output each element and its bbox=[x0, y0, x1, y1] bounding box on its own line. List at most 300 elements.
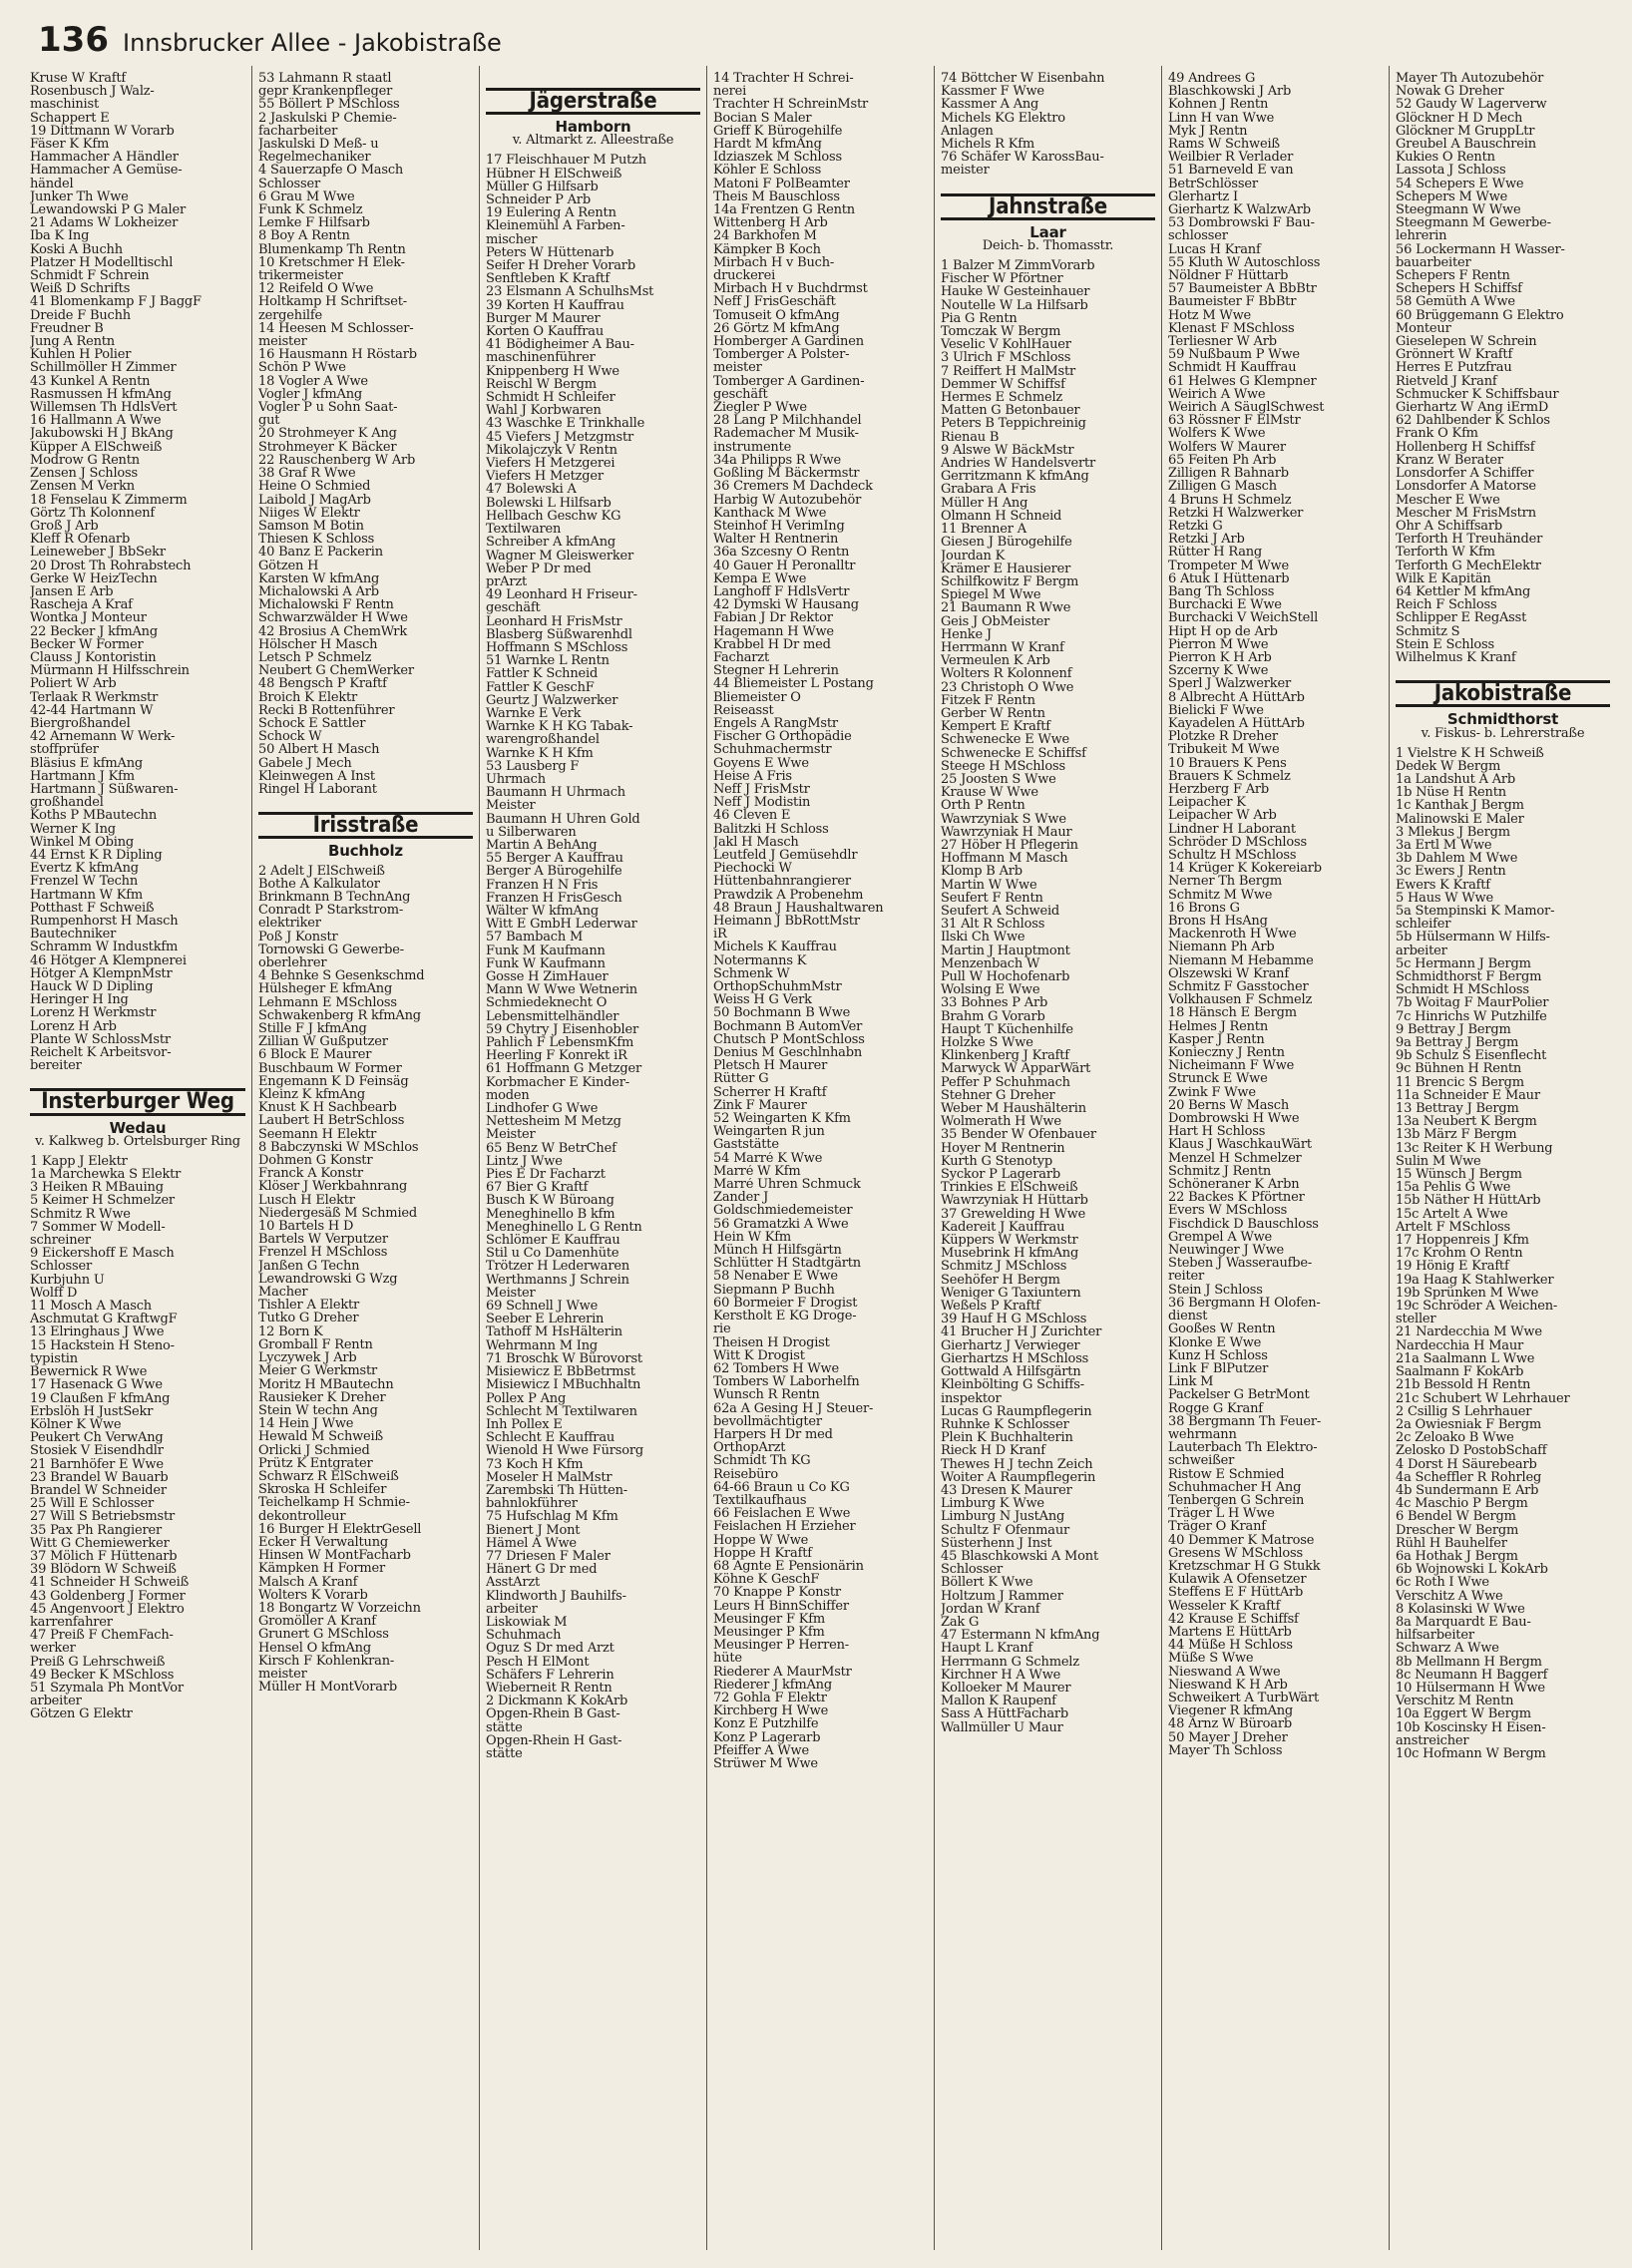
directory-entry: schweißer bbox=[1168, 1454, 1235, 1468]
directory-entry: 44 Bliemeister L Postang bbox=[713, 677, 874, 691]
directory-entry: Rogge G Kranf bbox=[1168, 1401, 1263, 1415]
directory-entry: Heerling F Konrekt iR bbox=[486, 1049, 627, 1063]
directory-entry: Schlosser bbox=[941, 1563, 1003, 1577]
directory-entry: Menzel H Schmelzer bbox=[1168, 1151, 1302, 1165]
directory-entry: Klöser J Werkbahnrang bbox=[258, 1180, 408, 1194]
directory-entry: Schappert E bbox=[30, 111, 110, 125]
directory-entry: 54 Schepers E Wwe bbox=[1396, 177, 1524, 190]
directory-entry: Burchacki V WeichStell bbox=[1168, 611, 1319, 625]
directory-entry: Hölscher H Masch bbox=[258, 637, 378, 651]
directory-entry: Ölmann H Schneid bbox=[941, 509, 1062, 524]
directory-entry: Seehöfer H Bergm bbox=[941, 1273, 1060, 1287]
directory-entry: Modrow G Rentn bbox=[30, 453, 140, 468]
directory-entry: 61 Hoffmann G Metzger bbox=[486, 1062, 642, 1076]
directory-entry: Dombrowski H Wwe bbox=[1168, 1112, 1300, 1126]
directory-entry: 57 Bambach M bbox=[486, 931, 584, 945]
directory-entry: 17c Krohm O Rentn bbox=[1396, 1247, 1523, 1261]
directory-entry: Hauke W Gesteinhauer bbox=[941, 285, 1090, 299]
directory-entry: 11a Schneider E Maur bbox=[1396, 1088, 1540, 1103]
directory-entry: Hermes E Schmelz bbox=[941, 391, 1063, 405]
directory-entry: 7 Sommer W Modell- bbox=[30, 1220, 166, 1235]
directory-entry: 14a Frentzen G Rentn bbox=[713, 203, 855, 217]
directory-entry: dekontrolleur bbox=[258, 1509, 346, 1523]
directory-entry: 50 Bochmann B Wwe bbox=[713, 1006, 851, 1020]
directory-entry: 10 Bartels H D bbox=[258, 1220, 354, 1234]
directory-entry: 6c Roth I Wwe bbox=[1396, 1576, 1489, 1590]
directory-entry: Malsch A Kranf bbox=[258, 1575, 358, 1589]
directory-entry: trikermeister bbox=[258, 269, 343, 283]
directory-entry: Lebensmittelhändler bbox=[486, 1009, 619, 1023]
directory-entry: Freudner B bbox=[30, 321, 104, 336]
directory-entry: 5c Hermann J Bergm bbox=[1396, 956, 1531, 970]
directory-entry: Hartmann W Kfm bbox=[30, 888, 144, 902]
district-name: Schmidthorst bbox=[1446, 710, 1559, 729]
directory-entry: Schmitz J MSchloss bbox=[941, 1260, 1067, 1274]
directory-entry: Verschitz A Wwe bbox=[1396, 1589, 1503, 1603]
directory-entry: 35 Bender W Ofenbauer bbox=[941, 1128, 1096, 1142]
directory-entry: 38 Bergmann Th Feuer- bbox=[1168, 1414, 1322, 1428]
directory-entry: Opgen-Rhein B Gast- bbox=[486, 1707, 620, 1721]
directory-entry: 49 Andrees G bbox=[1168, 72, 1256, 86]
directory-entry: arbeiter bbox=[30, 1695, 82, 1708]
directory-entry: Rühl H Bauhelfer bbox=[1396, 1536, 1507, 1550]
directory-entry: Kleinbölting G Schiffs- bbox=[941, 1378, 1084, 1392]
directory-entry: Schwenecke E Wwe bbox=[941, 733, 1070, 747]
directory-entry: Schlütter H Stadtgärtn bbox=[713, 1257, 861, 1271]
directory-entry: Hübner H ElSchweiß bbox=[486, 167, 622, 181]
directory-entry: Menzenbach W bbox=[941, 956, 1040, 970]
directory-entry: Mackenroth H Wwe bbox=[1168, 928, 1297, 942]
directory-entry: 43 Goldenberg J Former bbox=[30, 1589, 186, 1603]
directory-entry: 19b Sprünken M Wwe bbox=[1396, 1286, 1539, 1301]
directory-entry: Hoffmann S MSchloss bbox=[486, 640, 628, 655]
directory-entry: Teichelkamp H Schmie- bbox=[258, 1496, 410, 1510]
directory-entry: 3b Dahlem M Wwe bbox=[1396, 852, 1518, 866]
directory-entry: Reichelt K Arbeitsvor- bbox=[30, 1046, 172, 1060]
directory-entry: Ilski Ch Wwe bbox=[941, 931, 1025, 945]
directory-entry: Olszewski W Kranf bbox=[1168, 966, 1289, 981]
directory-entry: Demmer W Schiffsf bbox=[941, 377, 1065, 392]
directory-entry: Fischer G Orthopädie bbox=[713, 730, 852, 744]
directory-entry: 51 Szymala Ph MontVor bbox=[30, 1681, 184, 1696]
directory-entry: Ewers K Kraftf bbox=[1396, 878, 1490, 892]
directory-entry: Stille F J kfmAng bbox=[258, 1022, 367, 1036]
directory-entry: Textilwaren bbox=[486, 523, 562, 537]
directory-entry: 20 Berns W Masch bbox=[1168, 1098, 1289, 1113]
directory-entry: Blasberg Süßwarenhdl bbox=[486, 627, 632, 641]
directory-entry: Niemann M Hebamme bbox=[1168, 953, 1314, 967]
directory-entry: Uhrmach bbox=[486, 772, 546, 787]
directory-entry: Gierhartz W Ang iErmD bbox=[1396, 401, 1549, 415]
directory-entry: Lehmann E MSchloss bbox=[258, 995, 397, 1009]
directory-entry: Glöckner H D Mech bbox=[1396, 111, 1523, 125]
directory-entry: Bochmann B AutomVer bbox=[713, 1019, 863, 1033]
directory-entry: Seufert A Schweid bbox=[941, 904, 1060, 919]
directory-entry: hilfsarbeiter bbox=[1396, 1629, 1474, 1643]
directory-entry: 38 Graf R Wwe bbox=[258, 467, 356, 481]
directory-entry: 51 Barneveld E van bbox=[1168, 164, 1294, 178]
directory-entry: 43 Dresen K Maurer bbox=[941, 1483, 1072, 1498]
directory-entry: Gierhartz K WalzwArb bbox=[1168, 203, 1311, 217]
directory-entry: 51 Warnke L Rentn bbox=[486, 654, 610, 668]
directory-entry: Niemann Ph Arb bbox=[1168, 941, 1275, 954]
directory-entry: Peffer P Schuhmach bbox=[941, 1075, 1070, 1089]
directory-entry: geschäft bbox=[713, 387, 768, 402]
directory-entry: Viefers H Metzgerei bbox=[486, 457, 615, 471]
directory-entry: Lucas H Kranf bbox=[1168, 242, 1261, 256]
directory-entry: Träger O Kranf bbox=[1168, 1520, 1266, 1534]
directory-entry: 18 Vogler A Wwe bbox=[258, 374, 368, 388]
column-3 bbox=[479, 66, 706, 2250]
directory-entry: Grunert G MSchloss bbox=[258, 1628, 389, 1642]
directory-entry: 41 Schneider H Schweiß bbox=[30, 1576, 190, 1590]
directory-entry: Ecker H Verwaltung bbox=[258, 1535, 388, 1550]
directory-entry: Weniger G Taxiuntern bbox=[941, 1286, 1081, 1301]
directory-entry: Wawrzyniak H Hüttarb bbox=[941, 1194, 1088, 1208]
directory-entry: Giesen J Bürogehilfe bbox=[941, 536, 1072, 550]
directory-entry: maschinenführer bbox=[486, 351, 596, 365]
directory-entry: Monteur bbox=[1396, 321, 1451, 336]
street-range: v. Fiskus- b. Lehrerstraße bbox=[1421, 725, 1585, 741]
directory-entry: 17 Fleischhauer M Putzh bbox=[486, 154, 646, 168]
directory-entry: 13a Neubert K Bergm bbox=[1396, 1115, 1537, 1129]
directory-entry: Witt E GmbH Lederwar bbox=[486, 918, 637, 932]
directory-entry: Wienold H Wwe Fürsorg bbox=[486, 1444, 644, 1458]
directory-entry: Witt G Chemiewerker bbox=[30, 1536, 170, 1550]
directory-entry: Saalmann F KokArb bbox=[1396, 1365, 1524, 1379]
directory-entry: Ristow E Schmied bbox=[1168, 1467, 1285, 1481]
directory-entry: 76 Schäfer W KarossBau- bbox=[941, 151, 1104, 165]
directory-entry: 2 Adelt J ElSchweiß bbox=[258, 864, 385, 878]
directory-entry: 19 Eulering A Rentn bbox=[486, 206, 616, 220]
directory-entry: Kirchner H A Wwe bbox=[941, 1668, 1061, 1682]
directory-entry: 25 Joosten S Wwe bbox=[941, 772, 1056, 787]
directory-entry: wehrmann bbox=[1168, 1427, 1237, 1442]
directory-entry: Matten G Betonbauer bbox=[941, 404, 1080, 418]
directory-entry: Busch K W Büroang bbox=[486, 1194, 614, 1208]
directory-entry: 19 Hönig E Kraftf bbox=[1396, 1260, 1509, 1274]
directory-entry: 19c Schröder A Weichen- bbox=[1396, 1300, 1558, 1314]
directory-entry: schreiner bbox=[30, 1234, 91, 1248]
directory-entry: Theis M Bauschloss bbox=[713, 189, 840, 204]
directory-entry: bevollmächtigter bbox=[713, 1414, 822, 1428]
directory-entry: stoffprüfer bbox=[30, 743, 99, 757]
directory-entry: Hoffmann M Masch bbox=[941, 852, 1068, 866]
directory-entry: Mescher E Wwe bbox=[1396, 493, 1500, 507]
directory-entry: Kölner K Wwe bbox=[30, 1417, 122, 1432]
directory-entry: Schock E Sattler bbox=[258, 716, 366, 731]
directory-entry: Dohmen G Konstr bbox=[258, 1154, 373, 1168]
directory-entry: Funk W Kaufmann bbox=[486, 956, 606, 970]
directory-entry: 12 Reifeld O Wwe bbox=[258, 282, 374, 296]
directory-entry: 8c Neumann H Baggerf bbox=[1396, 1668, 1548, 1682]
directory-entry: Bartels W Verputzer bbox=[258, 1233, 388, 1247]
directory-entry: Nardecchia H Maur bbox=[1396, 1338, 1524, 1352]
directory-entry: Mirbach H v Buchdrmst bbox=[713, 282, 868, 296]
directory-entry: Ziegler P Wwe bbox=[713, 401, 807, 415]
directory-entry: Jung A Rentn bbox=[30, 335, 115, 349]
directory-entry: Lewandrowski G Wzg bbox=[258, 1272, 398, 1287]
directory-entry: Neff J Modistin bbox=[713, 796, 811, 810]
directory-entry: Orth P Rentn bbox=[941, 799, 1025, 813]
directory-entry: Bienert J Mont bbox=[486, 1523, 581, 1537]
directory-entry: Brauers K Schmelz bbox=[1168, 769, 1291, 783]
directory-entry: Goßling M Bäckermstr bbox=[713, 467, 860, 481]
directory-entry: Hipt H op de Arb bbox=[1168, 624, 1278, 638]
directory-entry: Fattler K Schneid bbox=[486, 667, 599, 681]
directory-entry: Herzberg F Arb bbox=[1168, 782, 1270, 797]
directory-entry: Bliemeister O bbox=[713, 690, 801, 704]
directory-entry: Vogler P u Sohn Saat- bbox=[258, 401, 398, 415]
directory-entry: Trötzer H Lederwaren bbox=[486, 1260, 630, 1274]
directory-entry: Lusch H Elektr bbox=[258, 1193, 355, 1207]
district-name: Buchholz bbox=[328, 842, 403, 861]
directory-entry: Henke J bbox=[941, 627, 992, 641]
directory-entry: 6 Bendel W Bergm bbox=[1396, 1510, 1516, 1524]
directory-entry: Schlosser bbox=[258, 177, 320, 190]
directory-entry: 1 Balzer M ZimmVorarb bbox=[941, 259, 1095, 273]
directory-entry: Kassmer F Wwe bbox=[941, 85, 1044, 99]
directory-entry: gepr Krankenpfleger bbox=[258, 85, 393, 99]
directory-entry: Clauss J Kontoristin bbox=[30, 650, 157, 665]
directory-entry: stätte bbox=[486, 1720, 523, 1734]
directory-entry: 48 Braun J Haushaltwaren bbox=[713, 901, 884, 915]
directory-entry: Plante W SchlossMstr bbox=[30, 1032, 171, 1047]
directory-entry: 60 Brüggemann G Elektro bbox=[1396, 308, 1564, 322]
directory-entry: Senftleben K Kraftf bbox=[486, 272, 610, 286]
directory-entry: 42 Krause E Schiffsf bbox=[1168, 1612, 1299, 1626]
directory-entry: 21b Bessold H Rentn bbox=[1396, 1378, 1531, 1392]
directory-entry: Grabara A Fris bbox=[941, 483, 1036, 497]
directory-entry: Nieswand K H Arb bbox=[1168, 1678, 1288, 1692]
directory-entry: Zillian W Gußputzer bbox=[258, 1035, 388, 1049]
directory-entry: Kayadelen A HüttArb bbox=[1168, 716, 1305, 731]
directory-entry: stätte bbox=[486, 1746, 523, 1761]
directory-entry: Wehrmann M Ing bbox=[486, 1338, 599, 1352]
directory-entry: Glerhartz I bbox=[1168, 189, 1238, 204]
directory-entry: Gabele J Mech bbox=[258, 756, 352, 770]
directory-entry: Hötger A KlempnMstr bbox=[30, 966, 173, 981]
directory-entry: 21 Baumann R Wwe bbox=[941, 601, 1071, 615]
directory-entry: Walter H Rentnerin bbox=[713, 533, 839, 547]
directory-entry: Lorenz H Arb bbox=[30, 1019, 117, 1033]
street-range: v. Altmarkt z. Alleestraße bbox=[512, 133, 674, 149]
directory-entry: Wallmüller U Maur bbox=[941, 1720, 1063, 1734]
directory-entry: Schock W bbox=[258, 730, 322, 744]
directory-entry: 36a Szcesny O Rentn bbox=[713, 546, 850, 560]
directory-entry: Vermeulen K Arb bbox=[941, 654, 1050, 668]
directory-entry: Hammacher A Gemüse- bbox=[30, 164, 183, 178]
directory-entry: 44 Ernst K R Dipling bbox=[30, 848, 163, 863]
directory-entry: 20 Strohmeyer K Ang bbox=[258, 427, 397, 441]
directory-entry: 39 Hauf H G MSchloss bbox=[941, 1313, 1087, 1326]
directory-entry: Wagner M Gleiswerker bbox=[486, 549, 634, 563]
directory-entry: schlosser bbox=[1168, 229, 1228, 243]
directory-entry: Schepers F Rentn bbox=[1396, 269, 1510, 283]
street-title: Jägerstraße bbox=[486, 88, 700, 115]
directory-entry: 28 Lang P Milchhandel bbox=[713, 414, 862, 428]
directory-entry: Kurbjuhn U bbox=[30, 1273, 105, 1287]
directory-entry: Dreide F Buchh bbox=[30, 308, 131, 322]
directory-entry: 59 Nußbaum P Wwe bbox=[1168, 348, 1300, 362]
directory-entry: 21 Adams W Lokheizer bbox=[30, 216, 179, 230]
directory-entry: 18 Hänsch E Bergm bbox=[1168, 1006, 1297, 1020]
directory-entry: steller bbox=[1396, 1313, 1436, 1326]
directory-entry: 23 Christoph O Wwe bbox=[941, 680, 1074, 694]
directory-entry: Steegmann W Wwe bbox=[1396, 203, 1521, 217]
directory-entry: Schillmöller H Zimmer bbox=[30, 361, 177, 375]
directory-entry: Volkhausen F Schmelz bbox=[1168, 993, 1313, 1007]
directory-entry: Schmidt Th KG bbox=[713, 1454, 811, 1468]
column-1 bbox=[24, 66, 251, 2250]
directory-entry: facharbeiter bbox=[258, 124, 338, 139]
directory-entry: Reischl W Bergm bbox=[486, 377, 597, 392]
directory-entry: 56 Gramatzki A Wwe bbox=[713, 1217, 849, 1231]
page-header bbox=[38, 20, 1594, 60]
directory-entry: Hauck W D Dipling bbox=[30, 980, 154, 994]
directory-entry: Mallon K Raupenf bbox=[941, 1695, 1056, 1708]
directory-entry: Gresens W MSchloss bbox=[1168, 1546, 1303, 1560]
directory-entry: Potthast F Schweiß bbox=[30, 901, 155, 915]
directory-entry: Bang Th Schloss bbox=[1168, 584, 1275, 599]
directory-entry: 17 Hoppenreis J Kfm bbox=[1396, 1234, 1529, 1248]
directory-entry: 33 Bohnes P Arb bbox=[941, 996, 1048, 1010]
directory-entry: Viefers H Metzger bbox=[486, 470, 604, 484]
directory-entry: Kruse W Kraftf bbox=[30, 72, 127, 86]
directory-entry: 5b Hülsermann W Hilfs- bbox=[1396, 931, 1550, 945]
directory-entry: 36 Cremers M Dachdeck bbox=[713, 480, 873, 494]
directory-entry: Kämpker B Koch bbox=[713, 242, 821, 256]
directory-entry: Michalowski A Arb bbox=[258, 584, 379, 599]
directory-entry: Broich K Elektr bbox=[258, 690, 358, 704]
directory-entry: Nettesheim M Metzg bbox=[486, 1115, 621, 1129]
directory-entry: Engels A RangMstr bbox=[713, 716, 838, 731]
directory-entry: Seeber E Lehrerin bbox=[486, 1313, 605, 1326]
directory-entry: 42 Brosius A ChemWrk bbox=[258, 624, 408, 638]
directory-entry: Retzki G bbox=[1168, 519, 1223, 534]
directory-entry: Jaskulski D Meß- u bbox=[258, 138, 379, 152]
directory-entry: Jansen E Arb bbox=[30, 584, 114, 599]
directory-entry: 16 Burger H ElektrGesell bbox=[258, 1522, 422, 1536]
directory-entry: Recki B Rottenführer bbox=[258, 703, 395, 717]
directory-entry: Macher bbox=[258, 1286, 308, 1300]
directory-entry: Krause W Wwe bbox=[941, 786, 1038, 800]
directory-entry: 23 Elsmann A SchulhsMst bbox=[486, 285, 654, 299]
directory-entry: Schön P Wwe bbox=[258, 361, 346, 375]
district-name: Laar bbox=[1029, 222, 1066, 241]
directory-entry: 16 Brons G bbox=[1168, 901, 1240, 915]
directory-entry: Klomp B Arb bbox=[941, 865, 1022, 879]
directory-entry: Tomuseit O kfmAng bbox=[713, 308, 840, 322]
directory-entry: Kirsch F Kohlenkran- bbox=[258, 1654, 395, 1668]
directory-entry: Schmiedeknecht O bbox=[486, 996, 608, 1010]
directory-entry: Marré Uhren Schmuck bbox=[713, 1178, 861, 1192]
directory-entry: Schuhmachermstr bbox=[713, 743, 832, 757]
directory-entry: 7 Reiffert H MalMstr bbox=[941, 364, 1076, 378]
directory-entry: lehrerin bbox=[1396, 229, 1447, 243]
directory-entry: Bothe A Kalkulator bbox=[258, 877, 380, 891]
directory-entry: 1b Nüse H Rentn bbox=[1396, 786, 1506, 800]
directory-entry: 45 Blaschkowski A Mont bbox=[941, 1549, 1098, 1564]
directory-entry: Kohnen J Rentn bbox=[1168, 98, 1269, 112]
directory-entry: Link F BlPutzer bbox=[1168, 1361, 1269, 1376]
directory-entry: Kempa E Wwe bbox=[713, 571, 807, 585]
directory-entry: 42-44 Hartmann W bbox=[30, 703, 154, 717]
directory-entry: Theisen H Drogist bbox=[713, 1335, 830, 1349]
directory-entry: Wesseler K Kraftf bbox=[1168, 1599, 1281, 1613]
directory-entry: Schlipper E RegAsst bbox=[1396, 611, 1527, 625]
directory-entry: 24 Barkhofen M bbox=[713, 229, 817, 243]
directory-entry: Terliesner W Arb bbox=[1168, 335, 1277, 349]
directory-entry: Myk J Rentn bbox=[1168, 124, 1248, 139]
directory-entry: Matoni F PolBeamter bbox=[713, 177, 850, 190]
directory-entry: Hänert G Dr med bbox=[486, 1563, 598, 1577]
directory-entry: 8 Boy A Rentn bbox=[258, 229, 350, 243]
directory-entry: Steegmann M Gewerbe- bbox=[1396, 216, 1551, 230]
directory-entry: Chutsch P MontSchloss bbox=[713, 1032, 865, 1047]
directory-entry: Franzen H FrisGesch bbox=[486, 891, 622, 905]
directory-entry: Fattler K GeschF bbox=[486, 680, 595, 694]
directory-entry: Wolfers K Wwe bbox=[1168, 427, 1266, 441]
directory-entry: 16 Hallmann A Wwe bbox=[30, 414, 162, 428]
directory-entry: Hellbach Geschw KG bbox=[486, 509, 621, 524]
directory-entry: Schlosser bbox=[30, 1260, 92, 1274]
directory-entry: Niedergesäß M Schmied bbox=[258, 1206, 418, 1221]
directory-entry: Meister bbox=[486, 1286, 536, 1301]
directory-entry: 8 Kolasinski W Wwe bbox=[1396, 1602, 1525, 1616]
directory-entry: 15c Artelt A Wwe bbox=[1396, 1207, 1508, 1221]
directory-entry: Kukies O Rentn bbox=[1396, 151, 1495, 165]
directory-entry: 10 Hülsermann H Wwe bbox=[1396, 1681, 1545, 1696]
directory-entry: Samson M Botin bbox=[258, 519, 364, 534]
directory-entry: Skroska H Schleifer bbox=[258, 1483, 387, 1497]
directory-entry: Rütter H Rang bbox=[1168, 546, 1263, 560]
directory-entry: Wontka J Monteur bbox=[30, 611, 147, 625]
directory-entry: Jakubowski H J BkAng bbox=[30, 427, 174, 441]
directory-entry: 75 Hufschlag M Kfm bbox=[486, 1510, 618, 1524]
directory-entry: Mayer Th Autozubehör bbox=[1396, 72, 1544, 86]
directory-entry: 71 Broschk W Bürovorst bbox=[486, 1351, 642, 1366]
directory-entry: mischer bbox=[486, 232, 538, 246]
directory-entry: Reisebüro bbox=[713, 1467, 778, 1481]
directory-entry: Artelt F MSchloss bbox=[1396, 1220, 1510, 1235]
directory-entry: Meister bbox=[486, 799, 536, 813]
directory-entry: Linn H van Wwe bbox=[1168, 111, 1275, 125]
directory-entry: 53 Lahmann R staatl bbox=[258, 72, 392, 86]
directory-entry: Zelosko D PostobSchaff bbox=[1396, 1444, 1547, 1458]
directory-entry: Konz E Putzhilfe bbox=[713, 1717, 819, 1731]
directory-entry: Görtz Th Kolonnenf bbox=[30, 506, 156, 520]
directory-entry: Tomczak W Bergm bbox=[941, 325, 1061, 339]
directory-entry: Fischer W Pförtner bbox=[941, 272, 1063, 286]
directory-entry: Helmes J Rentn bbox=[1168, 1019, 1269, 1033]
directory-entry: 46 Cleven E bbox=[713, 809, 791, 823]
directory-entry: Groß J Arb bbox=[30, 519, 99, 534]
directory-entry: 19 Claußen F kfmAng bbox=[30, 1391, 171, 1405]
directory-entry: 18 Bongartz W Vorzeichn bbox=[258, 1601, 421, 1616]
directory-entry: 4 Bruns H Schmelz bbox=[1168, 493, 1292, 507]
directory-entry: 8 Albrecht A HüttArb bbox=[1168, 690, 1305, 704]
directory-entry: Hammacher A Händler bbox=[30, 151, 179, 165]
directory-entry: Zilligen R Bahnarb bbox=[1168, 467, 1289, 481]
directory-entry: Schmitz F Gasstocher bbox=[1168, 980, 1309, 994]
directory-entry: Krabbel H Dr med bbox=[713, 637, 831, 651]
directory-entry: Wolfers W Maurer bbox=[1168, 440, 1286, 454]
directory-entry: Wieberneit R Rentn bbox=[486, 1681, 612, 1696]
directory-entry: Regelmechaniker bbox=[258, 151, 371, 165]
directory-entry: Lyczywek J Arb bbox=[258, 1351, 357, 1365]
directory-entry: 34a Philipps R Wwe bbox=[713, 453, 841, 468]
